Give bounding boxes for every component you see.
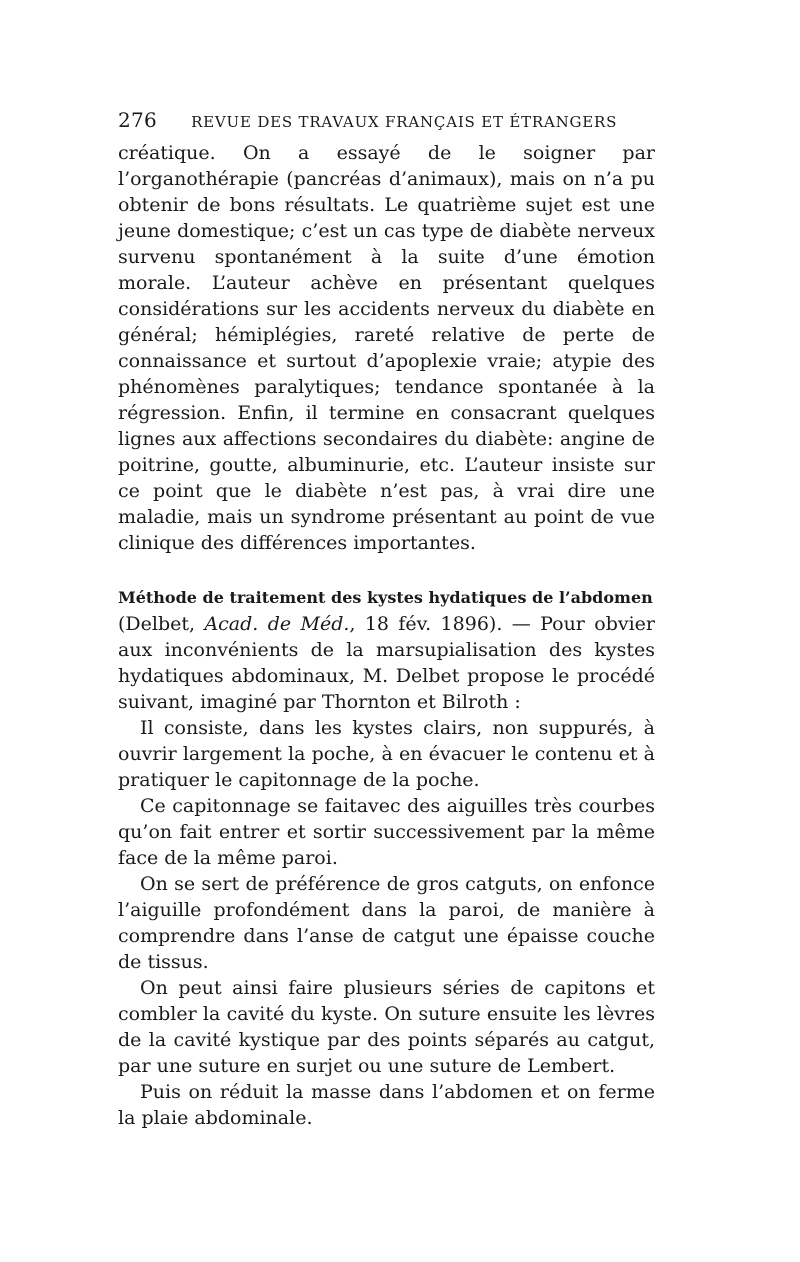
page-number: 276 <box>118 108 158 132</box>
citation-open: (Delbet, <box>118 613 205 635</box>
body-paragraph: Il consiste, dans les kystes clairs, non suppurés, à ouvrir largement la poche, à en évacuer le contenu et à pratiquer le capitonnage de la poche. <box>118 717 655 791</box>
running-header <box>118 108 655 132</box>
book-page <box>118 108 655 1131</box>
body-paragraph: Puis on réduit la masse dans l’abdomen et on ferme la plaie abdominale. <box>118 1081 655 1129</box>
section-lead-paragraph <box>118 584 655 715</box>
running-title: REVUE DES TRAVAUX FRANÇAIS ET ÉTRANGERS <box>191 113 618 131</box>
intro-paragraph: créatique. On a essayé de le soigner par l’organothérapie (pancréas d’animaux), mais on n’a pu obtenir de bons résultats. Le quatrième sujet est une jeune domestique; c’est un cas type de diabète nerveux survenu spontanément à la suite d’une émotion morale. L’auteur achève en présentant quelques considérations sur les accidents nerveux du diabète en général; hémiplégies, rareté relative de perte de connaissance et surtout d’apoplexie vraie; atypie des phénomènes paralytiques; tendance spontanée à la régression. Enfin, il termine en consacrant quelques lignes aux affections secondaires du diabète: angine de poitrine, goutte, albuminurie, etc. L’auteur insiste sur ce point que le diabète n’est pas, à vrai dire une maladie, mais un syndrome présentant au point de vue clinique des différences importantes. <box>118 142 655 554</box>
body-paragraph: On peut ainsi faire plusieurs séries de capitons et combler la cavité du kyste. On suture ensuite les lèvres de la cavité kystique par des points séparés au catgut, par une suture en surjet ou une suture de Lembert. <box>118 977 655 1077</box>
citation-journal: Acad. de Méd. <box>204 613 350 635</box>
citation-rest: , 18 fév. 1896). — Pour obvier aux inconvénients de la marsupialisation des kystes hydatiques abdominaux, M. Delbet propose le procédé suivant, imaginé par Thornton et Bilroth : <box>118 613 656 713</box>
body-paragraph: Ce capitonnage se faitavec des aiguilles très courbes qu’on fait entrer et sortir successivement par la même face de la même paroi. <box>118 795 655 869</box>
body-paragraph: On se sert de préférence de gros catguts, on enfonce l’aiguille profondément dans la paroi, de manière à comprendre dans l’anse de catgut une épaisse couche de tissus. <box>118 873 655 973</box>
article-section <box>118 584 655 1131</box>
section-heading: Méthode de traitement des kystes hydatiques de l’abdomen <box>118 588 653 607</box>
